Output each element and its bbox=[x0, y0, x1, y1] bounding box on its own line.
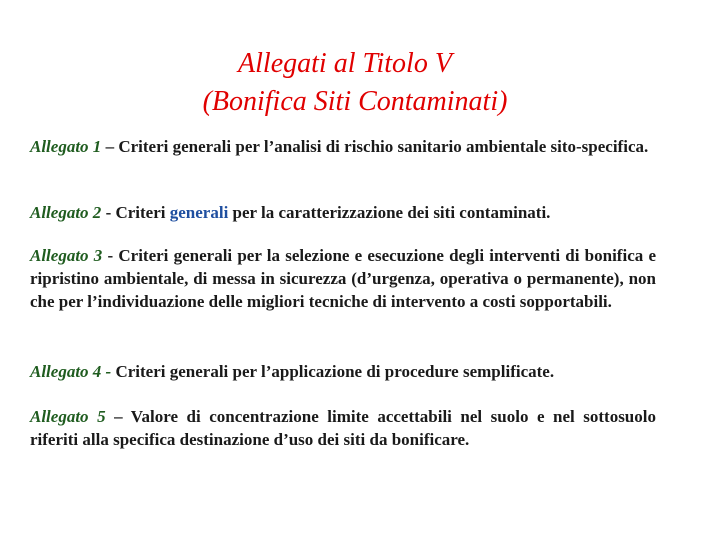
item-label: Allegato 4 - bbox=[30, 362, 112, 381]
list-item-allegato-2 bbox=[30, 201, 656, 224]
item-text: per la caratterizzazione dei siti contaminati. bbox=[228, 203, 551, 222]
page-subtitle: (Bonifica Siti Contaminati) bbox=[202, 86, 508, 117]
list-item-allegato-5 bbox=[30, 405, 656, 451]
list-item-allegato-4 bbox=[30, 360, 656, 383]
list-item-allegato-1 bbox=[30, 135, 656, 158]
item-highlight: generali bbox=[169, 203, 229, 222]
item-text: - Criteri bbox=[101, 203, 170, 222]
item-text: - Criteri generali per la selezione e esecuzione degli interventi di bonifica e ripristino ambientale, di messa in sicurezza (d’urgenza, operativa o permanente), non che per l’individuazione delle migliori tecniche di intervento a costi sopportabili. bbox=[30, 246, 656, 311]
item-label: Allegato 2 bbox=[30, 203, 102, 222]
item-label: Allegato 5 bbox=[30, 407, 106, 426]
list-item-allegato-3 bbox=[30, 244, 656, 313]
item-text: Criteri generali per l’applicazione di procedure semplificate. bbox=[111, 362, 555, 381]
item-text: – Valore di concentrazione limite accettabili nel suolo e nel sottosuolo riferiti alla specifica destinazione d’uso dei siti da bonificare. bbox=[30, 407, 656, 449]
item-label: Allegato 1 bbox=[30, 137, 102, 156]
page-title: Allegati al Titolo V bbox=[238, 48, 452, 79]
item-label: Allegato 3 bbox=[30, 246, 103, 265]
item-text: – Criteri generali per l’analisi di rischio sanitario ambientale sito-specifica. bbox=[101, 137, 649, 156]
